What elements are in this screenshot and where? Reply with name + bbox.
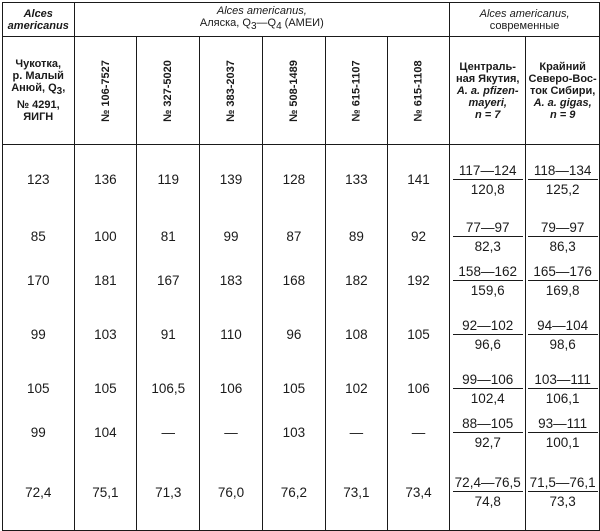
cell-id-5: 133: [325, 145, 387, 215]
range-value: 92—102: [453, 318, 523, 335]
range-over-mean: [528, 475, 598, 509]
cell-id-2: 106,5: [137, 367, 200, 411]
mean-value: 120,8: [470, 181, 505, 197]
chukotka-line3-tail: ,: [62, 82, 66, 95]
range-over-mean: [528, 163, 598, 197]
header-col-id-5: [325, 37, 387, 145]
cell-siberia: [526, 259, 600, 303]
mean-value: 96,6: [474, 336, 501, 352]
cell-chukotka: 99: [3, 411, 75, 455]
cell-id-6: 105: [387, 303, 449, 367]
range-over-mean: [453, 416, 523, 450]
cell-id-3: 110: [200, 303, 263, 367]
mean-value: 74,8: [474, 494, 501, 510]
cell-id-2: 119: [137, 145, 200, 215]
cell-id-6: 92: [387, 215, 449, 259]
siberia-line5: n = 9: [549, 108, 576, 121]
cell-siberia: [526, 455, 600, 531]
table-row: [3, 259, 600, 303]
cell-id-5: —: [325, 411, 387, 455]
cell-yakutia: [450, 215, 526, 259]
header-col-id-3: [200, 37, 263, 145]
table-row: [3, 411, 600, 455]
yakutia-line4: mayeri,: [468, 96, 507, 109]
cell-id-5: 182: [325, 259, 387, 303]
cell-id-4: 128: [262, 145, 325, 215]
range-value: 72,4—76,5: [454, 475, 521, 491]
group1-line1: Alces: [23, 7, 53, 20]
col-id-4-label: № 508-1489: [287, 59, 300, 122]
header-col-id-6: [387, 37, 449, 145]
header-col-siberia: [526, 37, 600, 145]
range-value: 94—104: [528, 318, 598, 335]
group2-line2: [75, 17, 450, 33]
cell-chukotka: 85: [3, 215, 75, 259]
measurement-table-container: [2, 2, 600, 531]
group3-line2: современные: [489, 19, 560, 32]
cell-id-1: 181: [74, 259, 137, 303]
header-row-columns: [3, 37, 600, 145]
mean-value: 82,3: [474, 238, 501, 254]
chukotka-line1: Чукотка,: [15, 58, 62, 71]
cell-id-4: 76,2: [262, 455, 325, 531]
group2-sub2: 4: [276, 21, 282, 33]
cell-id-2: 167: [137, 259, 200, 303]
cell-id-2: 71,3: [137, 455, 200, 531]
cell-yakutia: [450, 303, 526, 367]
chukotka-line3-sub: 3: [56, 86, 63, 98]
cell-id-6: 192: [387, 259, 449, 303]
header-col-yakutia: [450, 37, 526, 145]
range-value: 93—111: [528, 416, 598, 433]
cell-yakutia: [450, 455, 526, 531]
header-row-groups: [3, 3, 600, 37]
cell-id-4: 87: [262, 215, 325, 259]
header-col-id-2: [137, 37, 200, 145]
range-value: 118—134: [528, 163, 598, 180]
col-id-6-label: № 615-1108: [412, 59, 425, 122]
col-id-5-label: № 615-1107: [350, 59, 363, 122]
range-value: 99—106: [453, 372, 523, 389]
cell-id-3: 99: [200, 215, 263, 259]
mean-value: 159,6: [470, 282, 505, 298]
cell-yakutia: [450, 411, 526, 455]
cell-id-2: —: [137, 411, 200, 455]
header-group-modern: [450, 3, 600, 37]
header-col-id-1: [74, 37, 137, 145]
cell-id-1: 100: [74, 215, 137, 259]
yakutia-line5: n = 7: [475, 108, 501, 121]
chukotka-line2: р. Малый: [12, 70, 64, 83]
yakutia-line3: A. a. pfizen-: [456, 84, 519, 97]
range-over-mean: [453, 220, 523, 254]
cell-id-4: 105: [262, 367, 325, 411]
cell-chukotka: 105: [3, 367, 75, 411]
cell-id-5: 108: [325, 303, 387, 367]
siberia-line2: Северо-Вос-: [528, 72, 597, 85]
cell-yakutia: [450, 259, 526, 303]
cell-chukotka: 72,4: [3, 455, 75, 531]
table-row: [3, 367, 600, 411]
col-id-3-label: № 383-2037: [225, 59, 238, 122]
cell-siberia: [526, 145, 600, 215]
group2-dash: —Q: [256, 17, 277, 30]
cell-chukotka: 99: [3, 303, 75, 367]
cell-id-4: 96: [262, 303, 325, 367]
yakutia-line2: ная Якутия,: [455, 72, 520, 85]
chukotka-line3-text: Анюй, Q: [11, 82, 57, 95]
cell-id-3: 106: [200, 367, 263, 411]
cell-siberia: [526, 411, 600, 455]
group2-sub1: 3: [250, 21, 257, 33]
cell-id-2: 91: [137, 303, 200, 367]
mean-value: 102,4: [470, 390, 505, 406]
header-group-alaska: [74, 3, 450, 37]
mean-value: 98,6: [549, 336, 576, 352]
header-col-id-4: [262, 37, 325, 145]
chukotka-line4: № 4291,: [16, 98, 60, 111]
cell-id-6: 106: [387, 367, 449, 411]
group2-line1: Alces americanus,: [216, 5, 307, 18]
siberia-line1: Крайний: [539, 60, 586, 73]
mean-value: 73,3: [549, 494, 576, 510]
cell-id-6: —: [387, 411, 449, 455]
range-value: 88—105: [453, 416, 523, 433]
range-over-mean: [453, 264, 523, 298]
siberia-line4: A. a. gigas,: [533, 96, 592, 109]
table-body: [3, 145, 600, 531]
group3-line1: Alces americanus,: [479, 7, 570, 20]
cell-yakutia: [450, 367, 526, 411]
cell-id-1: 104: [74, 411, 137, 455]
table-row: [3, 215, 600, 259]
col-id-1-label: № 106-7527: [99, 59, 112, 122]
cell-id-3: 139: [200, 145, 263, 215]
chukotka-line3: [3, 82, 74, 98]
cell-id-6: 73,4: [387, 455, 449, 531]
cell-id-1: 103: [74, 303, 137, 367]
range-value: 77—97: [453, 220, 523, 237]
cell-id-3: 183: [200, 259, 263, 303]
mean-value: 106,1: [545, 390, 580, 406]
range-value: 71,5—76,1: [529, 475, 596, 491]
cell-siberia: [526, 303, 600, 367]
table-row: [3, 455, 600, 531]
range-over-mean: [528, 220, 598, 254]
mean-value: 86,3: [549, 238, 576, 254]
range-value: 79—97: [528, 220, 598, 237]
group1-line2: americanus: [7, 19, 69, 32]
cell-id-1: 75,1: [74, 455, 137, 531]
moose-measurement-table: [2, 2, 600, 531]
range-value: 165—176: [528, 264, 598, 281]
mean-value: 92,7: [474, 434, 501, 450]
mean-value: 125,2: [545, 181, 580, 197]
cell-id-3: —: [200, 411, 263, 455]
cell-id-2: 81: [137, 215, 200, 259]
cell-id-5: 89: [325, 215, 387, 259]
cell-chukotka: 123: [3, 145, 75, 215]
range-over-mean: [453, 318, 523, 352]
mean-value: 100,1: [545, 434, 580, 450]
cell-id-4: 103: [262, 411, 325, 455]
cell-id-5: 102: [325, 367, 387, 411]
cell-yakutia: [450, 145, 526, 215]
cell-id-1: 136: [74, 145, 137, 215]
cell-siberia: [526, 215, 600, 259]
range-over-mean: [453, 372, 523, 406]
group2-text: Аляска, Q: [199, 17, 251, 30]
range-over-mean: [453, 163, 523, 197]
cell-id-1: 105: [74, 367, 137, 411]
cell-id-4: 168: [262, 259, 325, 303]
header-col-chukotka: [3, 37, 75, 145]
table-row: [3, 303, 600, 367]
cell-id-3: 76,0: [200, 455, 263, 531]
siberia-line3: ток Сибири,: [529, 84, 596, 97]
cell-chukotka: 170: [3, 259, 75, 303]
range-over-mean: [528, 264, 598, 298]
cell-id-6: 141: [387, 145, 449, 215]
chukotka-line5: ЯИГН: [23, 110, 54, 123]
col-id-2-label: № 327-5020: [162, 59, 175, 122]
range-over-mean: [528, 416, 598, 450]
cell-id-5: 73,1: [325, 455, 387, 531]
range-value: 103—111: [528, 372, 598, 389]
range-value: 117—124: [453, 163, 523, 180]
header-group-alces: [3, 3, 75, 37]
table-row: [3, 145, 600, 215]
group2-tail: (АМЕИ): [281, 17, 324, 30]
range-value: 158—162: [453, 264, 523, 281]
mean-value: 169,8: [545, 282, 580, 298]
yakutia-line1: Централь-: [459, 60, 516, 73]
range-over-mean: [528, 318, 598, 352]
range-over-mean: [528, 372, 598, 406]
cell-siberia: [526, 367, 600, 411]
range-over-mean: [453, 475, 523, 509]
